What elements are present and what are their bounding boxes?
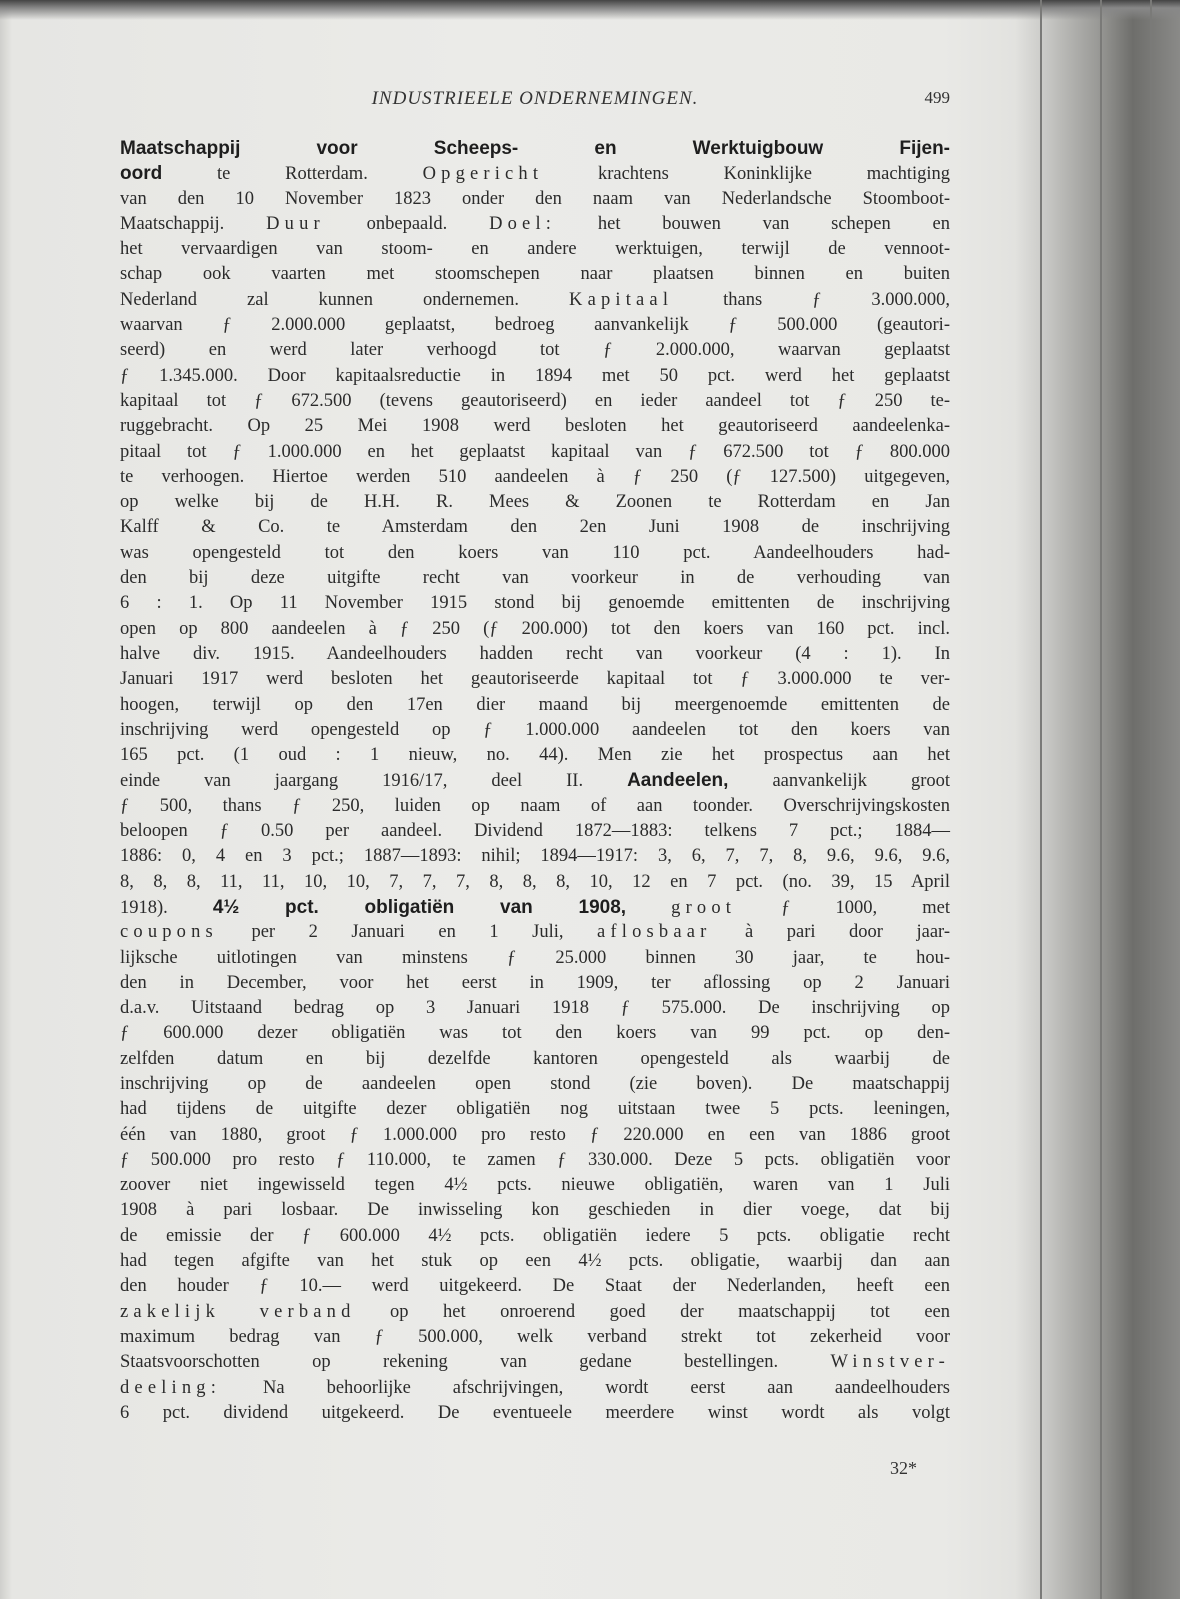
text-line — [120, 1021, 950, 1046]
text-line — [120, 1249, 950, 1274]
bold-heading-text: Maatschappij voor Scheeps- en Werktuigbouw Fijen- — [120, 138, 950, 159]
body-text: inschrijving werd opengesteld op ƒ 1.000.000 aandeelen tot den koers van — [120, 719, 950, 740]
body-text: 1886: 0, 4 en 3 pct.; 1887—1893: nihil; 1894—1917: 3, 6, 7, 7, 8, 9.6, 9.6, 9.6, — [120, 846, 950, 867]
body-text: ƒ 500, thans ƒ 250, luiden op naam of aan toonder. Overschrijvingskosten — [120, 795, 950, 816]
text-line — [120, 515, 950, 540]
text-line — [120, 1072, 950, 1097]
body-text: Januari 1917 werd besloten het geautoriseerde kapitaal tot ƒ 3.000.000 te ver- — [120, 669, 950, 690]
body-text: seerd) en werd later verhoogd tot ƒ 2.000.000, waarvan geplaatst — [120, 340, 950, 361]
text-line — [120, 1325, 950, 1350]
text-line — [120, 389, 950, 414]
text-line — [120, 1123, 950, 1148]
text-line — [120, 1300, 950, 1325]
text-line — [120, 1274, 950, 1299]
company-entry-text — [120, 136, 950, 1426]
bold-heading-text: 4½ pct. obligatiën van 1908, — [212, 896, 627, 918]
text-line — [120, 895, 950, 920]
body-text: op welke bij de H.H. R. Mees & Zoonen te Rotterdam en Jan — [120, 492, 950, 513]
text-line — [120, 1376, 950, 1401]
body-text: den in December, voor het eerst in 1909, ter aflossing op 2 Januari — [120, 972, 950, 993]
body-text: den houder ƒ 10.— werd uitgekeerd. De Staat der Nederlanden, heeft een — [120, 1276, 950, 1297]
body-text: te Rotterdam. — [162, 164, 423, 185]
text-line — [120, 136, 950, 161]
body-text: van den 10 November 1823 onder den naam van Nederlandsche Stoomboot- — [120, 188, 950, 209]
page-header — [120, 88, 950, 114]
body-text: zelfden datum en bij dezelfde kantoren opengesteld als waarbij de — [120, 1048, 950, 1069]
text-line — [120, 642, 950, 667]
body-text: Maatschappij. — [120, 213, 267, 234]
body-text: op het onroerend goed der maatschappij tot een — [355, 1301, 950, 1322]
text-line — [120, 1047, 950, 1072]
spaced-keyword-text: deeling: — [120, 1377, 222, 1398]
body-text: was opengesteld tot den koers van 110 pct. Aandeelhouders had- — [120, 542, 950, 563]
spaced-keyword-text: Opgericht — [422, 164, 544, 185]
text-line — [120, 794, 950, 819]
text-line — [120, 566, 950, 591]
text-line — [120, 718, 950, 743]
text-line — [120, 920, 950, 945]
body-text: het vervaardigen van stoom- en andere werktuigen, terwijl de vennoot- — [120, 239, 950, 260]
signature-mark: 32* — [890, 1458, 917, 1478]
bold-heading-text: Aandeelen, — [627, 770, 729, 792]
body-text: schap ook vaarten met stoomschepen naar plaatsen binnen en buiten — [120, 264, 950, 285]
text-line — [120, 212, 950, 237]
binding-line — [1100, 0, 1102, 1599]
text-line — [120, 819, 950, 844]
body-text: één van 1880, groot ƒ 1.000.000 pro resto ƒ 220.000 en een van 1886 groot — [120, 1124, 950, 1145]
text-line — [120, 1401, 950, 1426]
body-text: thans ƒ 3.000.000, — [673, 289, 950, 310]
text-line — [120, 187, 950, 212]
body-text: zoover niet ingewisseld tegen 4½ pcts. nieuwe obligatiën, waren van 1 Juli — [120, 1175, 950, 1196]
body-text: kapitaal tot ƒ 672.500 (tevens geautoriseerd) en ieder aandeel tot ƒ 250 te- — [120, 390, 950, 411]
text-line — [120, 971, 950, 996]
text-line — [120, 440, 950, 465]
text-line — [120, 693, 950, 718]
body-text — [626, 898, 671, 918]
body-text: waarvan ƒ 2.000.000 geplaatst, bedroeg aanvankelijk ƒ 500.000 (geautori- — [120, 315, 950, 336]
body-text: Na behoorlijke afschrijvingen, wordt eerst aan aandeelhouders — [221, 1377, 950, 1398]
text-line — [120, 844, 950, 869]
body-text: had tegen afgifte van het stuk op een 4½ pcts. obligatie, waarbij dan aan — [120, 1251, 950, 1272]
body-text: inschrijving op de aandeelen open stond (zie boven). De maatschappij — [120, 1073, 950, 1094]
body-text: maximum bedrag van ƒ 500.000, welk verband strekt tot zekerheid voor — [120, 1326, 950, 1347]
body-text: ƒ 1000, met — [736, 897, 950, 918]
body-text: den bij deze uitgifte recht van voorkeur in de verhouding van — [120, 568, 950, 589]
body-text: 6 : 1. Op 11 November 1915 stond bij genoemde emittenten de inschrijving — [120, 593, 950, 614]
body-text: 165 pct. (1 oud : 1 nieuw, no. 44). Men zie het prospectus aan het — [120, 745, 950, 766]
text-line — [120, 1198, 950, 1223]
body-text: Staatsvoorschotten op rekening van gedane bestellingen. — [120, 1352, 831, 1373]
body-text: ƒ 500.000 pro resto ƒ 110.000, te zamen ƒ 330.000. Deze 5 pcts. obligatiën voor — [120, 1149, 950, 1170]
text-line — [120, 870, 950, 895]
body-text: d.a.v. Uitstaand bedrag op 3 Januari 1918 ƒ 575.000. De inschrijving op — [120, 998, 950, 1019]
text-line — [120, 465, 950, 490]
text-line — [120, 667, 950, 692]
body-text: te verhoogen. Hiertoe werden 510 aandeelen à ƒ 250 (ƒ 127.500) uitgegeven, — [120, 466, 950, 487]
body-text: à pari door jaar- — [711, 922, 950, 943]
text-line — [120, 414, 950, 439]
text-line — [120, 364, 950, 389]
body-text: 8, 8, 8, 11, 11, 10, 10, 7, 7, 7, 8, 8, 8, 10, 12 en 7 pct. (no. 39, 15 April — [120, 871, 950, 892]
text-line — [120, 161, 950, 186]
body-text: einde van jaargang 1916/17, deel II. — [120, 771, 628, 792]
text-line — [120, 591, 950, 616]
body-text: ƒ 1.345.000. Door kapitaalsreductie in 1894 met 50 pct. werd het geplaatst — [120, 365, 950, 386]
text-line — [120, 288, 950, 313]
body-text: beloopen ƒ 0.50 per aandeel. Dividend 1872—1883: telkens 7 pct.; 1884— — [120, 821, 950, 842]
spaced-keyword-text: Doel: — [489, 213, 557, 234]
body-text: had tijdens de uitgifte dezer obligatiën nog uitstaan twee 5 pcts. leeningen, — [120, 1099, 950, 1120]
text-line — [120, 946, 950, 971]
spaced-keyword-text: coupons — [120, 922, 218, 943]
body-text: per 2 Januari en 1 Juli, — [217, 922, 598, 943]
spaced-keyword-text: Duur — [266, 213, 325, 234]
text-line — [120, 768, 950, 793]
spaced-keyword-text: groot — [671, 897, 737, 918]
body-text: hoogen, terwijl op den 17en dier maand bij meergenoemde emittenten de — [120, 694, 950, 715]
text-line — [120, 1350, 950, 1375]
body-text: 1908 à pari losbaar. De inwisseling kon geschieden in dier voege, dat bij — [120, 1200, 950, 1221]
body-text: het bouwen van schepen en — [556, 213, 950, 234]
body-text: onbepaald. — [324, 213, 490, 234]
body-text: 6 pct. dividend uitgekeerd. De eventueele meerdere winst wordt als volgt — [120, 1402, 950, 1423]
spaced-keyword-text: zakelijk verband — [120, 1301, 356, 1322]
text-line — [120, 313, 950, 338]
text-line — [120, 237, 950, 262]
body-text: pitaal tot ƒ 1.000.000 en het geplaatst kapitaal van ƒ 672.500 tot ƒ 800.000 — [120, 441, 950, 462]
text-line — [120, 1148, 950, 1173]
page-top-edge — [0, 0, 1180, 20]
binding-line — [1040, 0, 1042, 1599]
page-number: 499 — [924, 88, 950, 107]
body-text: de emissie der ƒ 600.000 4½ pcts. obligatiën iedere 5 pcts. obligatie recht — [120, 1225, 950, 1246]
bold-heading-text: oord — [120, 163, 163, 185]
text-line — [120, 617, 950, 642]
body-text: aanvankelijk groot — [728, 771, 950, 792]
body-text: 1918). — [120, 897, 213, 918]
body-text: Kalff & Co. te Amsterdam den 2en Juni 1908 de inschrijving — [120, 517, 950, 538]
body-text: krachtens Koninklijke machtiging — [543, 164, 950, 185]
text-line — [120, 541, 950, 566]
text-line — [120, 1097, 950, 1122]
spaced-keyword-text: Winstver- — [830, 1352, 950, 1373]
text-line — [120, 996, 950, 1021]
running-title: INDUSTRIEELE ONDERNEMINGEN. — [371, 88, 699, 109]
binding-line — [1150, 0, 1152, 1599]
spaced-keyword-text: Kapitaal — [569, 289, 674, 310]
body-text: lijksche uitlotingen van minstens ƒ 25.000 binnen 30 jaar, te hou- — [120, 947, 950, 968]
text-line — [120, 490, 950, 515]
body-text: open op 800 aandeelen à ƒ 250 (ƒ 200.000) tot den koers van 160 pct. incl. — [120, 618, 950, 639]
body-text: Nederland zal kunnen ondernemen. — [120, 289, 570, 310]
body-text: ƒ 600.000 dezer obligatiën was tot den koers van 99 pct. op den- — [120, 1023, 950, 1044]
body-text: ruggebracht. Op 25 Mei 1908 werd besloten het geautoriseerd aandeelenka- — [120, 416, 950, 437]
text-line — [120, 262, 950, 287]
text-line — [120, 1224, 950, 1249]
body-text: halve div. 1915. Aandeelhouders hadden recht van voorkeur (4 : 1). In — [120, 643, 950, 664]
text-line — [120, 743, 950, 768]
text-line — [120, 338, 950, 363]
text-line — [120, 1173, 950, 1198]
spaced-keyword-text: aflosbaar — [597, 922, 712, 943]
